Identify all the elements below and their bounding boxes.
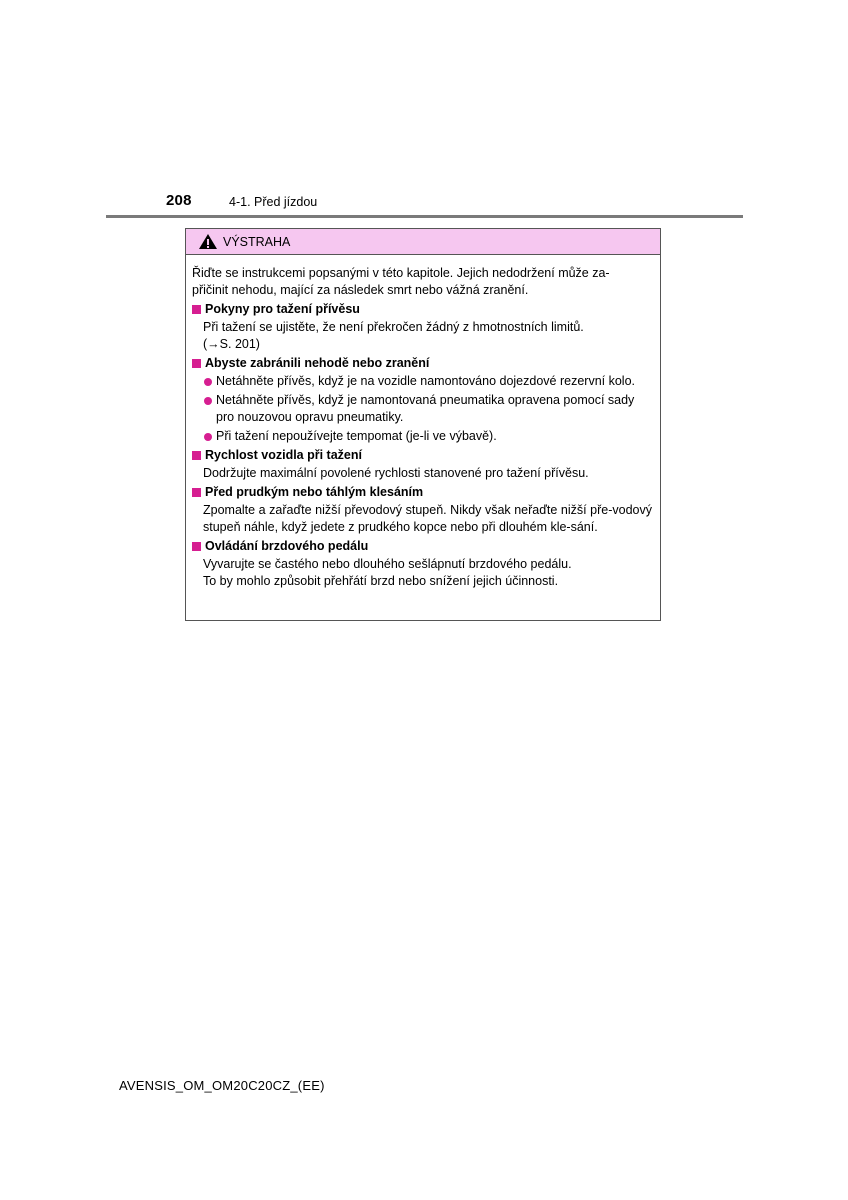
document-code: AVENSIS_OM_OM20C20CZ_(EE) xyxy=(119,1078,325,1093)
square-bullet-icon xyxy=(192,542,201,551)
list-item xyxy=(204,392,652,426)
page-number: 208 xyxy=(166,192,192,209)
page-reference: (→S. 201) xyxy=(203,337,260,351)
warning-box xyxy=(185,228,661,621)
header-rule xyxy=(106,215,743,218)
list-item-text: Při tažení nepoužívejte tempomat (je-li ve výbavě). xyxy=(216,429,497,443)
section-heading xyxy=(192,301,652,318)
section-heading xyxy=(192,355,652,372)
square-bullet-icon xyxy=(192,359,201,368)
section-text xyxy=(203,556,652,590)
square-bullet-icon xyxy=(192,305,201,314)
warning-header xyxy=(186,229,660,255)
warning-intro xyxy=(192,265,652,299)
page-header xyxy=(0,190,848,220)
section-heading-text: Abyste zabránili nehodě nebo zranění xyxy=(205,356,430,370)
section-text xyxy=(203,319,652,353)
warning-intro-line-1: Řiďte se instrukcemi popsanými v této kapitole. Jejich nedodržení může za- xyxy=(192,266,610,280)
list-item xyxy=(204,373,652,390)
warning-title: VÝSTRAHA xyxy=(223,234,291,249)
section-heading-text: Pokyny pro tažení přívěsu xyxy=(205,302,360,316)
section-heading-text: Před prudkým nebo táhlým klesáním xyxy=(205,485,424,499)
section-heading-text: Rychlost vozidla při tažení xyxy=(205,448,362,462)
section-text-line: Při tažení se ujistěte, že není překročen žádný z hmotnostních limitů. xyxy=(203,320,584,334)
list-item-text: Netáhněte přívěs, když je namontovaná pneumatika opravena pomocí sady pro nouzovou opravu pneumatiky. xyxy=(216,393,635,424)
warning-intro-line-2: přičinit nehodu, mající za následek smrt nebo vážná zranění. xyxy=(192,283,529,297)
section-text: Dodržujte maximální povolené rychlosti stanovené pro tažení přívěsu. xyxy=(203,466,589,480)
warning-body xyxy=(186,255,660,590)
square-bullet-icon xyxy=(192,488,201,497)
list-item-text: Netáhněte přívěs, když je na vozidle namontováno dojezdové rezervní kolo. xyxy=(216,374,635,388)
section-text: Zpomalte a zařaďte nižší převodový stupeň. Nikdy však neřaďte nižší pře-vodový stupeň náhle, když jedete z prudkého kopce nebo při dlouhém kle-sání. xyxy=(203,503,652,534)
section-heading xyxy=(192,484,652,501)
round-bullet-icon xyxy=(204,433,212,441)
section-text-line: Vyvarujte se častého nebo dlouhého sešlápnutí brzdového pedálu. xyxy=(203,557,572,571)
section-heading xyxy=(192,447,652,464)
round-bullet-icon xyxy=(204,378,212,386)
warning-triangle-icon xyxy=(198,233,218,250)
section-heading xyxy=(192,538,652,555)
section-text-line: To by mohlo způsobit přehřátí brzd nebo snížení jejich účinnosti. xyxy=(203,574,559,588)
round-bullet-icon xyxy=(204,397,212,405)
section-title: 4-1. Před jízdou xyxy=(229,195,318,209)
square-bullet-icon xyxy=(192,451,201,460)
section-heading-text: Ovládání brzdového pedálu xyxy=(205,539,369,553)
list-item xyxy=(204,428,652,445)
